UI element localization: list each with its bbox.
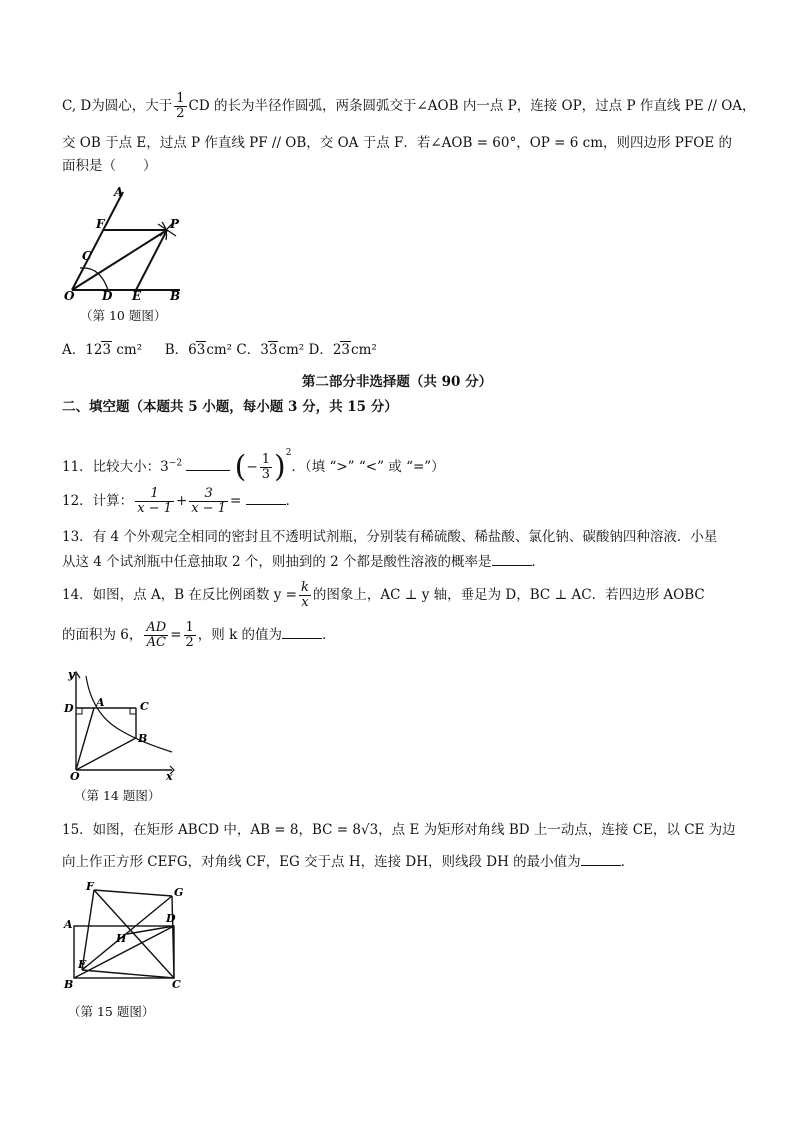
q15-side-ec <box>82 970 174 978</box>
q10-choice-b: B．63cm² <box>164 342 233 358</box>
q15-side-fg <box>94 890 172 896</box>
q14-right-angle-d <box>76 708 82 714</box>
q14-k-fraction: $\frac{k}{x}$ <box>300 580 309 610</box>
q14-curve <box>86 676 172 752</box>
q12-fraction-1: $\frac{1}{x - 1}$ <box>137 486 172 516</box>
q14-label-c: C <box>140 700 149 713</box>
q14-suffix: ． <box>322 627 336 643</box>
q15-line1: 15．如图，在矩形 ABCD 中，AB = 8，BC = 8√3，点 E 为矩形对角线 BD 上一动点，连接 CE，以 CE 为边 <box>62 822 736 838</box>
q10-label-o: O <box>64 289 75 303</box>
q15-line2 <box>62 852 634 872</box>
q14-text-d: ，则 k 的值为 <box>197 627 283 643</box>
q10-half-num: 1 <box>176 91 185 106</box>
q14-label-a: A <box>96 696 105 709</box>
q15-diagonal-cf <box>94 890 174 978</box>
q10-text-b: CD 的长为半径作圆弧，两条圆弧交于∠AOB 内一点 P，连接 OP，过点 P 作直线 PE // OA， <box>188 98 756 114</box>
q14-line1 <box>62 580 705 610</box>
q10-choice-d: D．23cm² <box>308 342 377 358</box>
q10-text-a: C, D为圆心，大于 <box>62 98 173 114</box>
q14-line-oa <box>76 708 94 770</box>
q10-figure <box>62 182 192 304</box>
q15-label-d: D <box>166 912 176 925</box>
q15-label-h: H <box>116 932 127 945</box>
q15-label-e: E <box>78 958 87 971</box>
q14-label-y: y <box>68 668 75 681</box>
q12-line <box>62 486 299 516</box>
q13-suffix: ． <box>531 554 546 570</box>
q10-choice-a: A．123 cm² <box>62 342 143 358</box>
q14-label-b: B <box>138 732 148 745</box>
q10-label-a: A <box>114 185 124 199</box>
q14-line2 <box>62 620 336 650</box>
q14-answer-blank[interactable] <box>282 638 322 639</box>
section-title: 二、填空题（本题共 5 小题，每小题 3 分，共 15 分） <box>62 399 398 415</box>
q14-label-d: D <box>64 702 74 715</box>
q10-choice-c: C．33cm² <box>236 342 305 358</box>
q14-figure <box>60 666 180 782</box>
q14-text-b: 的图象上，AC ⊥ y 轴，垂足为 D，BC ⊥ AC．若四边形 AOBC <box>312 587 705 603</box>
q13-line2 <box>62 552 545 572</box>
q10-half-fraction <box>174 92 186 121</box>
q12-plus: + <box>175 493 188 509</box>
q12-answer-blank[interactable] <box>246 504 286 505</box>
q15-label-f: F <box>86 880 94 893</box>
q10-line2: 交 OB 于点 E，过点 P 作直线 PF // OB，交 OA 于点 F．若∠AOB = 60°，OP = 6 cm，则四边形 PFOE 的 <box>62 135 732 151</box>
q11-prefix: 11．比较大小：3 <box>62 459 169 475</box>
q10-label-f: F <box>96 217 105 231</box>
q10-label-d: D <box>102 289 113 303</box>
q10-choices <box>62 340 377 360</box>
q15-label-b: B <box>64 978 74 991</box>
q10-line3: 面积是（ ） <box>62 158 157 174</box>
q14-text-c: 的面积为 6， <box>62 627 143 643</box>
q11-open-paren: ( <box>234 449 247 485</box>
q10-label-c: C <box>82 249 92 263</box>
q12-fraction-2: $\frac{3}{x - 1}$ <box>191 486 227 516</box>
q15-suffix: ． <box>620 854 635 870</box>
q10-caption: （第 10 题图） <box>80 308 167 323</box>
q11-outer-exp: 2 <box>285 448 292 458</box>
q11-exp: −2 <box>168 458 183 469</box>
q11-minus: − <box>246 459 258 475</box>
q14-caption: （第 14 题图） <box>74 788 161 803</box>
q12-suffix: ． <box>285 493 300 509</box>
q13-text: 从这 4 个试剂瓶中任意抽取 2 个，则抽到的 2 个都是酸性溶液的概率是 <box>62 554 492 570</box>
q15-label-c: C <box>172 978 181 991</box>
q12-prefix: 12．计算： <box>62 493 134 509</box>
q14-label-o: O <box>70 770 80 782</box>
q14-right-angle-c <box>130 708 136 714</box>
q10-label-p: P <box>170 217 180 231</box>
q10-half-den: 2 <box>176 106 185 121</box>
q15-figure <box>60 880 190 992</box>
q10-label-e: E <box>132 289 142 303</box>
q14-label-x: x <box>166 770 173 782</box>
q11-line <box>62 438 445 485</box>
q11-answer-blank[interactable] <box>186 470 230 471</box>
part2-title: 第二部分非选择题（共 90 分） <box>301 374 493 390</box>
q14-eq: = <box>170 627 182 643</box>
q15-label-g: G <box>174 886 184 899</box>
q10-label-b: B <box>170 289 181 303</box>
q15-answer-blank[interactable] <box>581 865 621 866</box>
q11-close-paren: ) <box>273 449 286 485</box>
q14-half-fraction: $\frac{1}{2}$ <box>185 620 194 650</box>
q15-diagonal-eg <box>82 896 172 970</box>
q15-text: 向上作正方形 CEFG，对角线 CF，EG 交于点 H，连接 DH，则线段 DH 的最小值为 <box>62 854 581 870</box>
q13-answer-blank[interactable] <box>492 565 532 566</box>
q11-fraction: $\frac{1}{3}$ <box>261 452 270 482</box>
q15-caption: （第 15 题图） <box>68 1004 155 1019</box>
q15-side-gc <box>172 896 174 978</box>
q10-arc-cd <box>80 268 108 290</box>
q15-label-a: A <box>64 918 73 931</box>
q14-text-a: 14．如图，点 A，B 在反比例函数 y = <box>62 587 297 603</box>
q11-suffix: ．（填 “>” “<” 或 “=”） <box>291 459 445 475</box>
q13-line1: 13．有 4 个外观完全相同的密封且不透明试剂瓶，分别装有稀硫酸、稀盐酸、氯化钠、碳酸钠四种溶液．小星 <box>62 529 718 545</box>
q10-line1 <box>62 92 756 121</box>
q12-equals: = <box>230 493 242 509</box>
q14-ratio-fraction: $\frac{AD}{AC}$ <box>146 620 167 650</box>
q14-line-ob <box>76 738 136 770</box>
q10-ray-oa <box>72 192 123 290</box>
